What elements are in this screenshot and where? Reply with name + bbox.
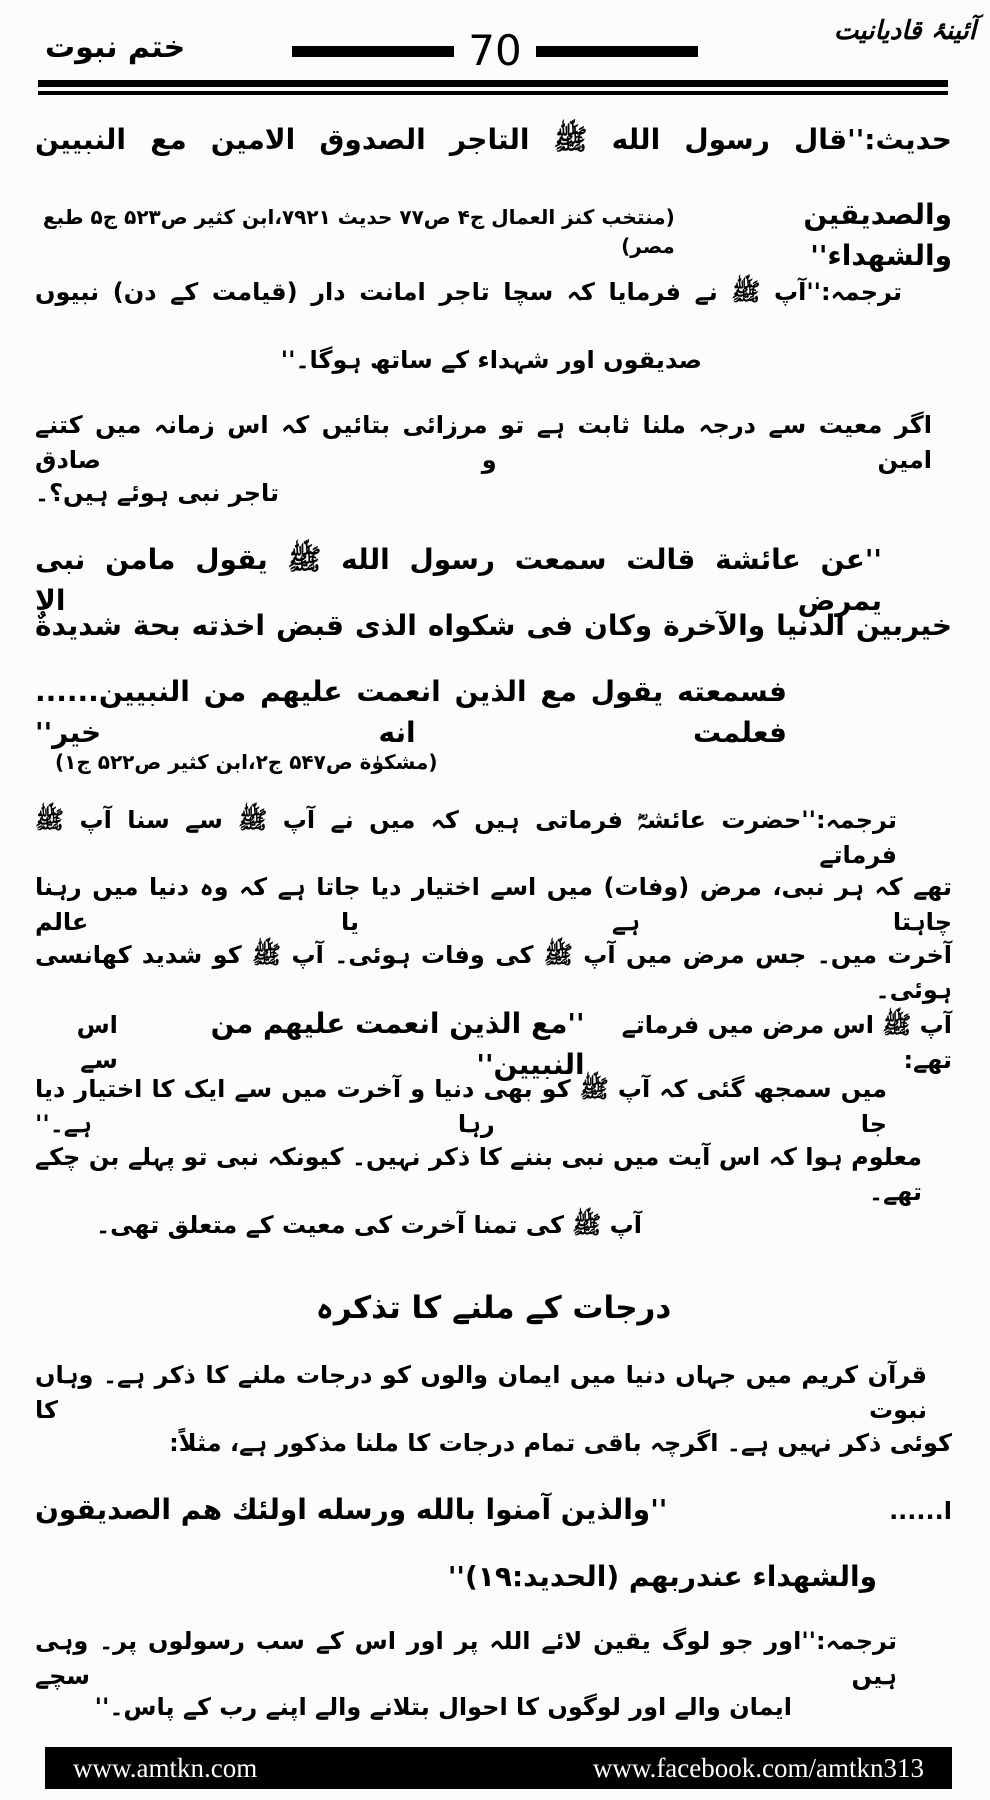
- tarjuma1-line2: صدیقوں اور شہداء کے ساتھ ہوگا۔'': [280, 346, 702, 374]
- quran-quote-marker: ا......: [889, 1497, 952, 1525]
- quran-quote-line2: والشهداء عندربهم (الحدید:۱۹)'': [447, 1560, 877, 1593]
- tarjuma2-line3: آخرت میں۔ جس مرض میں آپ ﷺ کی وفات ہوئی۔ آپ ﷺ کو شدید کھانسی ہوئی۔: [35, 941, 952, 1004]
- tarjuma3-line1: ترجمہ:''اور جو لوگ یقین لائے اللہ پر اور اس کے سب رسولوں پر۔ وہی ہیں سچے: [35, 1627, 897, 1690]
- hadith1-line1: حدیث:''قال رسول الله ﷺ التاجر الصدوق الامین مع النبیین: [35, 123, 952, 156]
- hadith1-line2: [35, 195, 952, 276]
- comment2-line1: معلوم ہوا کہ اس آیت میں نبی بننے کا ذکر نہیں۔ کیونکہ نبی تو پہلے بن چکے تھے۔: [35, 1143, 922, 1206]
- para3-line2: کوئی ذکر نہیں ہے۔ اگرچہ باقی تمام درجات کا ملنا مذکور ہے، مثلاً:: [169, 1429, 952, 1457]
- tarjuma2-line4-arabic: ''مع الذین انعمت علیهم من النبیین'': [210, 1007, 585, 1081]
- comment1-line1: اگر معیت سے درجہ ملنا ثابت ہے تو مرزائی بتائیں کہ اس زمانہ میں کتنے امین و صادق: [35, 411, 932, 474]
- comment1-line2: تاجر نبی ہوئے ہیں؟۔: [35, 479, 280, 507]
- book-title: آئینۂ قادیانیت: [833, 16, 976, 46]
- quran-quote-arabic: ''والذین آمنوا بالله ورسله اولئك هم الصدیقون: [35, 1493, 668, 1526]
- footer-facebook-url: www.facebook.com/amtkn313: [592, 1752, 924, 1783]
- page-number-left-bar: [292, 46, 454, 57]
- page-number-right-bar: [536, 46, 698, 57]
- tarjuma2-line1: ترجمہ:''حضرت عائشہؓ فرماتی ہیں کہ میں نے آپ ﷺ سے سنا آپ ﷺ فرماتے: [35, 806, 897, 869]
- quran-quote-line1: [35, 1490, 952, 1531]
- tarjuma2-line5: میں سمجھ گئی کہ آپ ﷺ کو بھی دنیا و آخرت میں سے ایک کا اختیار دیا جا رہا ہے۔'': [35, 1075, 887, 1138]
- series-title: ختم نبوت: [45, 30, 186, 65]
- hadith1-line2-arabic: والصدیقین والشهداء'': [803, 198, 952, 272]
- hadith1-citation: (منتخب کنز العمال ج۴ ص۷۷ حدیث ۷۹۲۱،ابن کثیر ص۵۲۳ ج۵ طبع مصر): [42, 205, 675, 258]
- hadith2-line2: خیربین الدنیا والآخرة وکان فی شکواه الذی قبض اخذته بحة شدیدةٌ: [35, 609, 952, 642]
- tarjuma1-line1: ترجمہ:''آپ ﷺ نے فرمایا کہ سچا تاجر امانت دار (قیامت کے دن) نبیوں: [35, 278, 902, 306]
- tarjuma2-line4-urdu2: اس سے: [76, 1011, 118, 1074]
- para3-line1: قرآن کریم میں جہاں دنیا میں ایمان والوں کو درجات ملنے کا ذکر ہے۔ وہاں نبوت کا: [35, 1361, 927, 1424]
- comment2-line2: آپ ﷺ کی تمنا آخرت کی معیت کے متعلق تھی۔: [96, 1211, 642, 1239]
- section-heading: درجات کے ملنے کا تذکرہ: [315, 1290, 672, 1326]
- footer-bar: [45, 1747, 952, 1789]
- footer-website-url: www.amtkn.com: [73, 1752, 258, 1783]
- hadith2-line3: فسمعته یقول مع الذین انعمت علیهم من النبیین...... فعلمت انه خیر'': [35, 675, 787, 749]
- hadith2-citation: (مشکوٰة ص۵۴۷ ج۲،ابن کثیر ص۵۲۲ ج۱): [55, 750, 438, 774]
- tarjuma2-line2: تھے کہ ہر نبی، مرض (وفات) میں اسے اختیار دیا جاتا ہے کہ وہ دنیا میں رہنا چاہتا ہے یا عالم: [35, 873, 952, 936]
- tarjuma2-line4-urdu1: آپ ﷺ اس مرض میں فرماتے تھے:: [621, 1011, 952, 1074]
- tarjuma3-line2: ایمان والے اور لوگوں کا احوال بتلانے والے اپنے رب کے پاس۔'': [94, 1693, 792, 1721]
- page-number: 70: [468, 26, 522, 75]
- header-double-rule: [38, 80, 948, 95]
- hadith2-line1: ''عن عائشة قالت سمعت رسول الله ﷺ یقول مامن نبی یمرض الا: [35, 543, 882, 617]
